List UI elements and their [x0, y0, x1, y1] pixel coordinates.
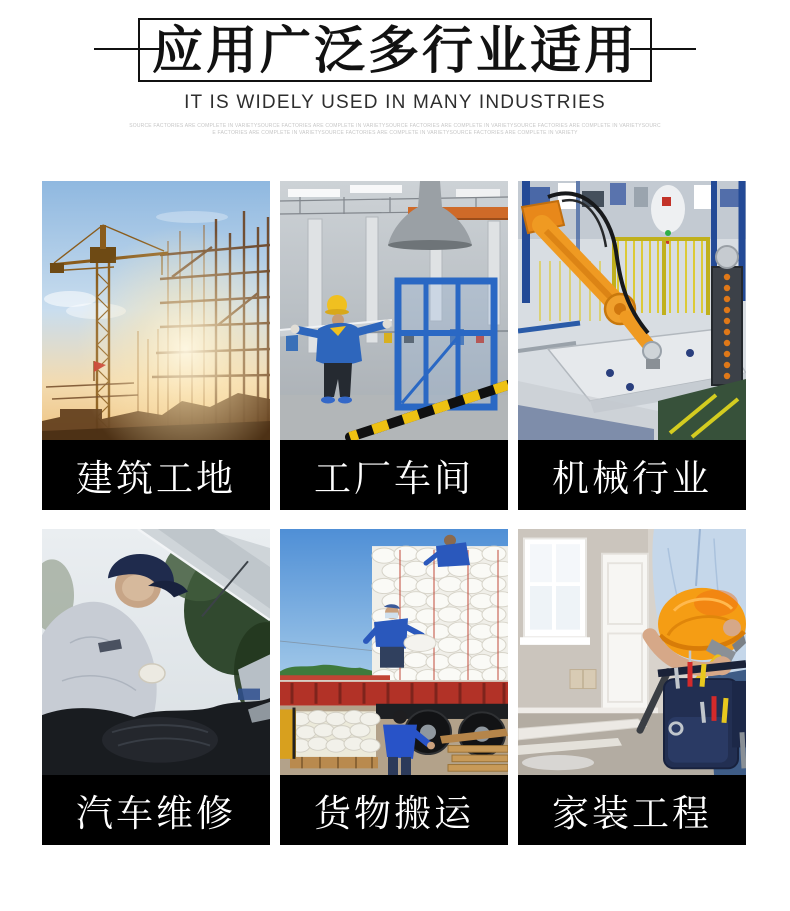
- home-renovation-scene: [518, 529, 746, 775]
- industry-label: 家装工程: [518, 775, 746, 845]
- home-renovation-photo: [518, 529, 746, 775]
- construction-site-scene: [42, 181, 270, 440]
- tagline-line-1: SOURCE FACTORIES ARE COMPLETE IN VARIETYSOURCE FACTORIES ARE COMPLETE IN VARIETYSOURCE FACTORIES ARE COMPLETE IN VARIETYSOURCE FACTORIES ARE COMPLETE IN VARIETYSOURC: [129, 123, 661, 129]
- industry-card-cargo-handling: [280, 529, 508, 845]
- industry-label: 建筑工地: [42, 440, 270, 510]
- section-tagline: [0, 123, 790, 137]
- industry-card-construction-site: [42, 181, 270, 510]
- auto-repair-scene: [42, 529, 270, 775]
- industry-card-factory-workshop: [280, 181, 508, 510]
- industry-label: 汽车维修: [42, 775, 270, 845]
- tagline-line-2: E FACTORIES ARE COMPLETE IN VARIETYSOURCE FACTORIES ARE COMPLETE IN VARIETYSOURCE FACTORIES ARE COMPLETE IN VARIETY: [212, 130, 578, 136]
- machinery-industry-scene: [518, 181, 746, 440]
- cargo-handling-scene: [280, 529, 508, 775]
- auto-repair-photo: [42, 529, 270, 775]
- factory-workshop-scene: [280, 181, 508, 440]
- section-title: 应用广泛多行业适用: [151, 21, 638, 79]
- machinery-industry-photo: [518, 181, 746, 440]
- section-subtitle: IT IS WIDELY USED IN MANY INDUSTRIES: [184, 92, 606, 113]
- industry-card-machinery-industry: [518, 181, 746, 510]
- industry-card-home-renovation: [518, 529, 746, 845]
- cargo-handling-photo: [280, 529, 508, 775]
- section-title-box: [138, 18, 652, 82]
- construction-site-photo: [42, 181, 270, 440]
- industry-label: 工厂车间: [280, 440, 508, 510]
- industry-label: 货物搬运: [280, 775, 508, 845]
- industry-label: 机械行业: [518, 440, 746, 510]
- factory-workshop-photo: [280, 181, 508, 440]
- industry-card-auto-repair: [42, 529, 270, 845]
